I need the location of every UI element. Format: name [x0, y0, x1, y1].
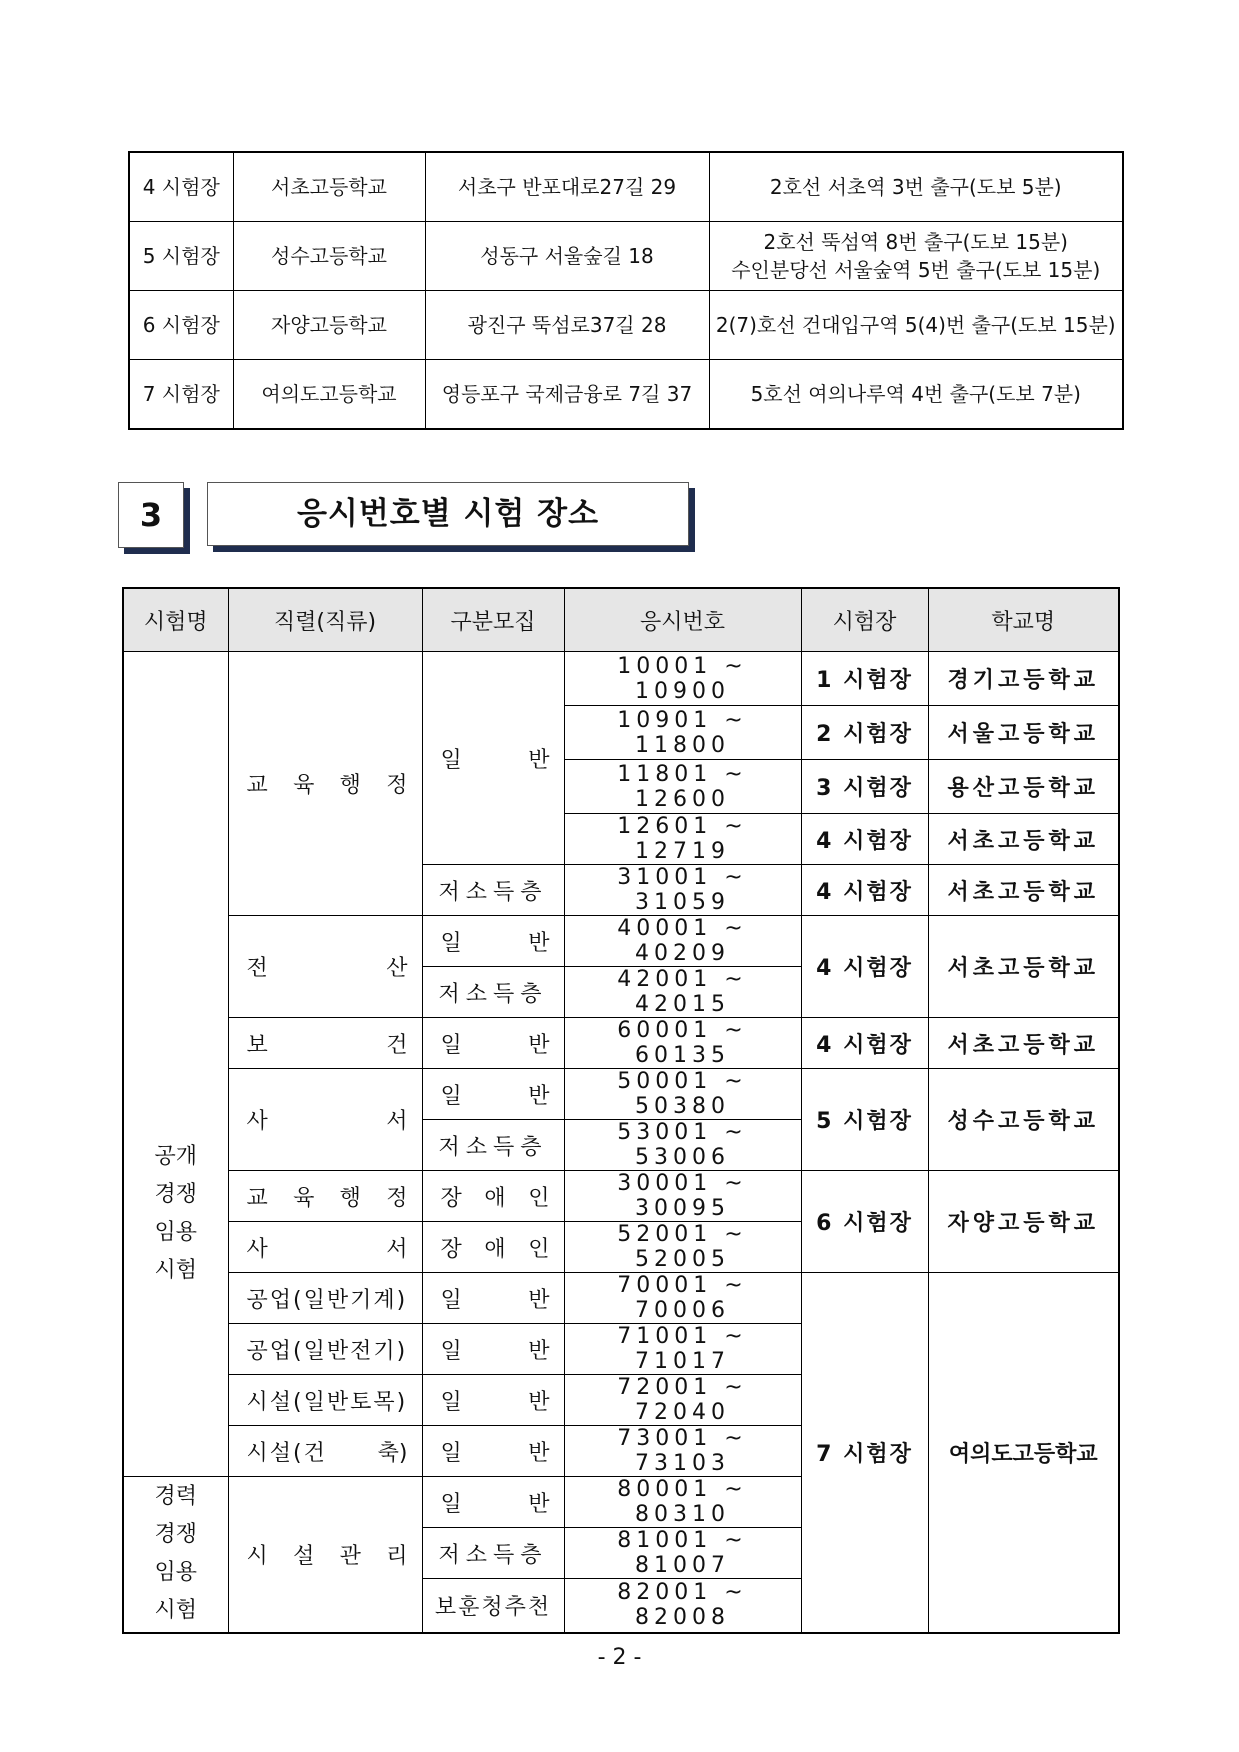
series-char: 정 — [386, 773, 408, 798]
series-cell — [228, 1222, 422, 1273]
series-char: 교 — [246, 1185, 268, 1211]
series-cell — [228, 1477, 422, 1633]
column-header: 응시번호 — [564, 588, 801, 652]
route-line: 5호선 여의나루역 4번 출구(도보 7분) — [750, 382, 1081, 406]
school-cell: 경기고등학교 — [928, 652, 1119, 706]
series-char: 사 — [246, 1109, 268, 1134]
series-char: 보 — [246, 1032, 268, 1058]
route-cell — [709, 152, 1123, 222]
site-cell: 2 시험장 — [801, 706, 928, 760]
number-range: 50001 ~ 50380 — [564, 1069, 801, 1120]
route-cell — [709, 360, 1123, 430]
recruit-cell: 저소득층 — [422, 865, 564, 916]
recruit-cell — [422, 1324, 564, 1375]
recruit-char: 인 — [528, 1185, 550, 1211]
series-char: 교 — [246, 773, 268, 798]
table-row — [123, 652, 1119, 706]
school-cell: 자양고등학교 — [928, 1171, 1119, 1273]
recruit-cell: 저소득층 — [422, 1528, 564, 1579]
series-char: 서 — [386, 1236, 408, 1262]
series-char: 건 — [386, 1032, 408, 1058]
recruit-cell — [422, 1375, 564, 1426]
header-row — [123, 588, 1119, 652]
school-cell: 여의도고등학교 — [928, 1273, 1119, 1633]
recruit-cell — [422, 1069, 564, 1120]
site-cell: 7 시험장 — [129, 360, 233, 430]
recruit-cell — [422, 916, 564, 967]
column-header: 학교명 — [928, 588, 1119, 652]
series-char: 육 — [293, 1185, 315, 1211]
recruit-char: 반 — [528, 1287, 550, 1313]
series-char: 설 — [293, 1543, 315, 1569]
recruit-cell — [422, 1426, 564, 1477]
recruit-char: 일 — [440, 1440, 462, 1466]
exam-type-char: 시험 — [154, 1598, 197, 1624]
recruit-char: 반 — [528, 1389, 550, 1415]
school-cell: 서초고등학교 — [233, 152, 425, 222]
route-cell — [709, 291, 1123, 360]
column-header: 시험명 — [123, 588, 228, 652]
number-range: 82001 ~ 82008 — [564, 1579, 801, 1633]
number-range: 30001 ~ 30095 — [564, 1171, 801, 1222]
series-char: 시설(건 — [246, 1440, 327, 1466]
route-line: 2(7)호선 건대입구역 5(4)번 출구(도보 15분) — [715, 313, 1116, 337]
number-range: 10901 ~ 11800 — [564, 706, 801, 760]
recruit-char: 일 — [440, 1032, 462, 1058]
series-cell — [228, 1069, 422, 1171]
school-cell: 서초고등학교 — [928, 865, 1119, 916]
column-header: 시험장 — [801, 588, 928, 652]
site-cell: 6 시험장 — [801, 1171, 928, 1273]
exam-type-char: 임용 — [154, 1220, 197, 1245]
series-cell — [228, 916, 422, 1018]
site-cell: 4 시험장 — [801, 814, 928, 865]
address-cell: 서초구 반포대로27길 29 — [425, 152, 709, 222]
number-range: 73001 ~ 73103 — [564, 1426, 801, 1477]
series-cell — [228, 1426, 422, 1477]
site-location-table — [128, 151, 1124, 430]
series-char: 전 — [246, 956, 268, 981]
series-cell — [228, 652, 422, 916]
table-row — [129, 360, 1123, 430]
exam-type-char: 임용 — [154, 1560, 197, 1586]
route-cell — [709, 222, 1123, 291]
section-number: 3 — [118, 482, 184, 548]
recruit-cell: 보훈청추천 — [422, 1579, 564, 1633]
recruit-char: 반 — [528, 1440, 550, 1466]
recruit-char: 반 — [528, 747, 550, 773]
recruit-char: 일 — [440, 1389, 462, 1415]
table-row — [129, 291, 1123, 360]
school-cell: 서초고등학교 — [928, 814, 1119, 865]
column-header: 구분모집 — [422, 588, 564, 652]
route-line: 수인분당선 서울숲역 5번 출구(도보 15분) — [731, 258, 1101, 282]
site-cell: 1 시험장 — [801, 652, 928, 706]
number-range: 52001 ~ 52005 — [564, 1222, 801, 1273]
exam-type-cell — [123, 1477, 228, 1633]
exam-type-char: 시험 — [154, 1258, 197, 1283]
recruit-cell — [422, 1222, 564, 1273]
table-row — [123, 1069, 1119, 1120]
recruit-cell: 저소득층 — [422, 1120, 564, 1171]
site-cell: 3 시험장 — [801, 760, 928, 814]
recruit-char: 일 — [440, 1287, 462, 1313]
column-header: 직렬(직류) — [228, 588, 422, 652]
number-range: 31001 ~ 31059 — [564, 865, 801, 916]
recruit-char: 애 — [484, 1236, 506, 1262]
number-range: 70001 ~ 70006 — [564, 1273, 801, 1324]
series-cell: 공업(일반전기) — [228, 1324, 422, 1375]
address-cell: 영등포구 국제금융로 7길 37 — [425, 360, 709, 430]
recruit-cell — [422, 1273, 564, 1324]
site-cell: 4 시험장 — [129, 152, 233, 222]
exam-type-char: 경쟁 — [154, 1182, 197, 1207]
site-cell: 7 시험장 — [801, 1273, 928, 1633]
series-char: 행 — [339, 773, 361, 798]
site-cell: 6 시험장 — [129, 291, 233, 360]
school-cell: 용산고등학교 — [928, 760, 1119, 814]
exam-type-char: 공개 — [154, 1144, 197, 1169]
table-row — [129, 152, 1123, 222]
recruit-char: 애 — [484, 1185, 506, 1211]
recruit-char: 반 — [528, 1083, 550, 1109]
number-range: 42001 ~ 42015 — [564, 967, 801, 1018]
recruit-char: 일 — [440, 747, 462, 773]
exam-type-cell — [123, 652, 228, 1477]
number-range: 53001 ~ 53006 — [564, 1120, 801, 1171]
site-cell: 5 시험장 — [801, 1069, 928, 1171]
series-cell — [228, 1018, 422, 1069]
school-cell: 서울고등학교 — [928, 706, 1119, 760]
site-cell: 4 시험장 — [801, 865, 928, 916]
recruit-char: 일 — [440, 1083, 462, 1109]
recruit-char: 일 — [440, 1491, 462, 1517]
series-char: 육 — [293, 773, 315, 798]
number-range: 12601 ~ 12719 — [564, 814, 801, 865]
number-range: 60001 ~ 60135 — [564, 1018, 801, 1069]
number-range: 40001 ~ 40209 — [564, 916, 801, 967]
recruit-char: 인 — [528, 1236, 550, 1262]
series-char: 시 — [246, 1543, 268, 1569]
table-row — [129, 222, 1123, 291]
number-range: 80001 ~ 80310 — [564, 1477, 801, 1528]
exam-location-table — [122, 587, 1120, 1634]
recruit-char: 일 — [440, 930, 462, 956]
route-line: 2호선 서초역 3번 출구(도보 5분) — [769, 175, 1062, 199]
series-char: 행 — [339, 1185, 361, 1211]
school-cell: 성수고등학교 — [233, 222, 425, 291]
recruit-char: 장 — [440, 1236, 462, 1262]
table-row — [123, 916, 1119, 967]
recruit-cell — [422, 1477, 564, 1528]
table-row — [123, 1018, 1119, 1069]
exam-type-char: 경력 — [154, 1484, 197, 1510]
series-char: 관 — [339, 1543, 361, 1569]
recruit-char: 일 — [440, 1338, 462, 1364]
site-cell: 4 시험장 — [801, 1018, 928, 1069]
address-cell: 성동구 서울숲길 18 — [425, 222, 709, 291]
series-char: 사 — [246, 1236, 268, 1262]
recruit-char: 반 — [528, 1338, 550, 1364]
school-cell: 여의도고등학교 — [233, 360, 425, 430]
school-cell: 서초고등학교 — [928, 916, 1119, 1018]
series-cell: 공업(일반기계) — [228, 1273, 422, 1324]
recruit-cell — [422, 1171, 564, 1222]
number-range: 11801 ~ 12600 — [564, 760, 801, 814]
recruit-cell — [422, 652, 564, 865]
number-range: 71001 ~ 71017 — [564, 1324, 801, 1375]
site-cell: 4 시험장 — [801, 916, 928, 1018]
school-cell: 성수고등학교 — [928, 1069, 1119, 1171]
table-row — [123, 1171, 1119, 1222]
series-cell: 시설(일반토목) — [228, 1375, 422, 1426]
section-title: 응시번호별 시험 장소 — [207, 482, 689, 546]
number-range: 10001 ~ 10900 — [564, 652, 801, 706]
series-cell — [228, 1171, 422, 1222]
recruit-char: 장 — [440, 1185, 462, 1211]
recruit-char: 반 — [528, 1491, 550, 1517]
page-number: - 2 - — [597, 1645, 642, 1670]
series-char: 서 — [386, 1109, 408, 1134]
recruit-cell: 저소득층 — [422, 967, 564, 1018]
number-range: 81001 ~ 81007 — [564, 1528, 801, 1579]
address-cell: 광진구 뚝섬로37길 28 — [425, 291, 709, 360]
recruit-cell — [422, 1018, 564, 1069]
site-cell: 5 시험장 — [129, 222, 233, 291]
series-char: 정 — [386, 1185, 408, 1211]
school-cell: 자양고등학교 — [233, 291, 425, 360]
route-line: 2호선 뚝섬역 8번 출구(도보 15분) — [763, 230, 1068, 254]
table-row — [123, 1273, 1119, 1324]
recruit-char: 반 — [528, 1032, 550, 1058]
series-char: 리 — [386, 1543, 408, 1569]
recruit-char: 반 — [528, 930, 550, 956]
number-range: 72001 ~ 72040 — [564, 1375, 801, 1426]
series-char: 산 — [386, 956, 408, 981]
school-cell: 서초고등학교 — [928, 1018, 1119, 1069]
exam-type-char: 경쟁 — [154, 1522, 197, 1548]
series-char: 축) — [377, 1440, 408, 1466]
